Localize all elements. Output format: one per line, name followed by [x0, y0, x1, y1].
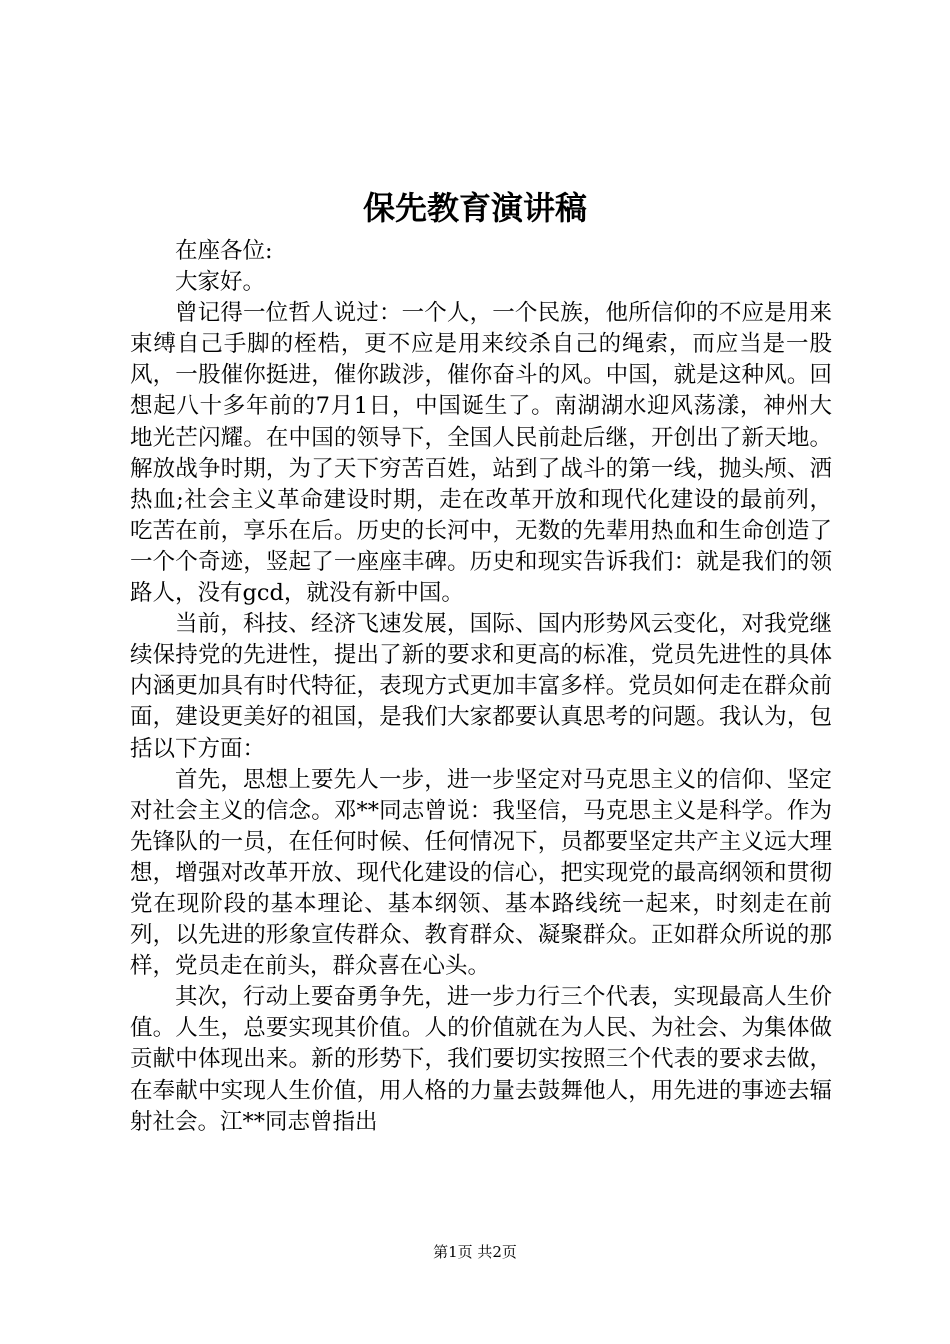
page-footer: 第1页 共2页 — [433, 1243, 517, 1261]
body-paragraph: 其次，行动上要奋勇争先，进一步力行三个代表，实现最高人生价值。人生，总要实现其价值。人的价值就在为人民、为社会、为集体做贡献中体现出来。新的形势下，我们要切实按照三个代表的要求去做，在奉献中实现人生价值，用人格的力量去鼓舞他人，用先进的事迹去辐射社会。江**同志曾指出 — [130, 984, 832, 1135]
document-body — [130, 236, 832, 1138]
document-title: 保先教育演讲稿 — [362, 189, 587, 227]
body-paragraph: 首先，思想上要先人一步，进一步坚定对马克思主义的信仰、坚定对社会主义的信念。邓**同志曾说：我坚信，马克思主义是科学。作为先锋队的一员，在任何时候、任何情况下，员都要坚定共产主义远大理想，增强对改革开放、现代化建设的信心，把实现党的最高纲领和贯彻党在现阶段的基本理论、基本纲领、基本路线统一起来，时刻走在前列，以先进的形象宣传群众、教育群众、凝聚群众。正如群众所说的那样，党员走在前头，群众喜在心头。 — [130, 766, 832, 980]
greeting: 大家好。 — [175, 269, 266, 296]
body-paragraph: 曾记得一位哲人说过：一个人，一个民族，他所信仰的不应是用来束缚自己手脚的桎梏，更不应是用来绞杀自己的绳索，而应当是一股风，一股催你挺进，催你跋涉，催你奋斗的风。中国，就是这种风。回想起八十多年前的7月1日，中国诞生了。南湖湖水迎风荡漾，神州大地光芒闪耀。在中国的领导下，全国人民前赴后继，开创出了新天地。解放战争时期，为了天下穷苦百姓，站到了战斗的第一线，抛头颅、洒热血;社会主义革命建设时期，走在改革开放和现代化建设的最前列，吃苦在前，享乐在后。历史的长河中，无数的先辈用热血和生命创造了一个个奇迹，竖起了一座座丰碑。历史和现实告诉我们：就是我们的领路人，没有gcd，就没有新中国。 — [130, 300, 832, 607]
body-paragraph: 当前，科技、经济飞速发展，国际、国内形势风云变化，对我党继续保持党的先进性，提出了新的要求和更高的标准，党员先进性的具体内涵更加具有时代特征，表现方式更加丰富多样。党员如何走在群众前面，建设更美好的祖国，是我们大家都要认真思考的问题。我认为，包括以下方面： — [130, 611, 832, 762]
salutation: 在座各位: — [175, 238, 273, 264]
